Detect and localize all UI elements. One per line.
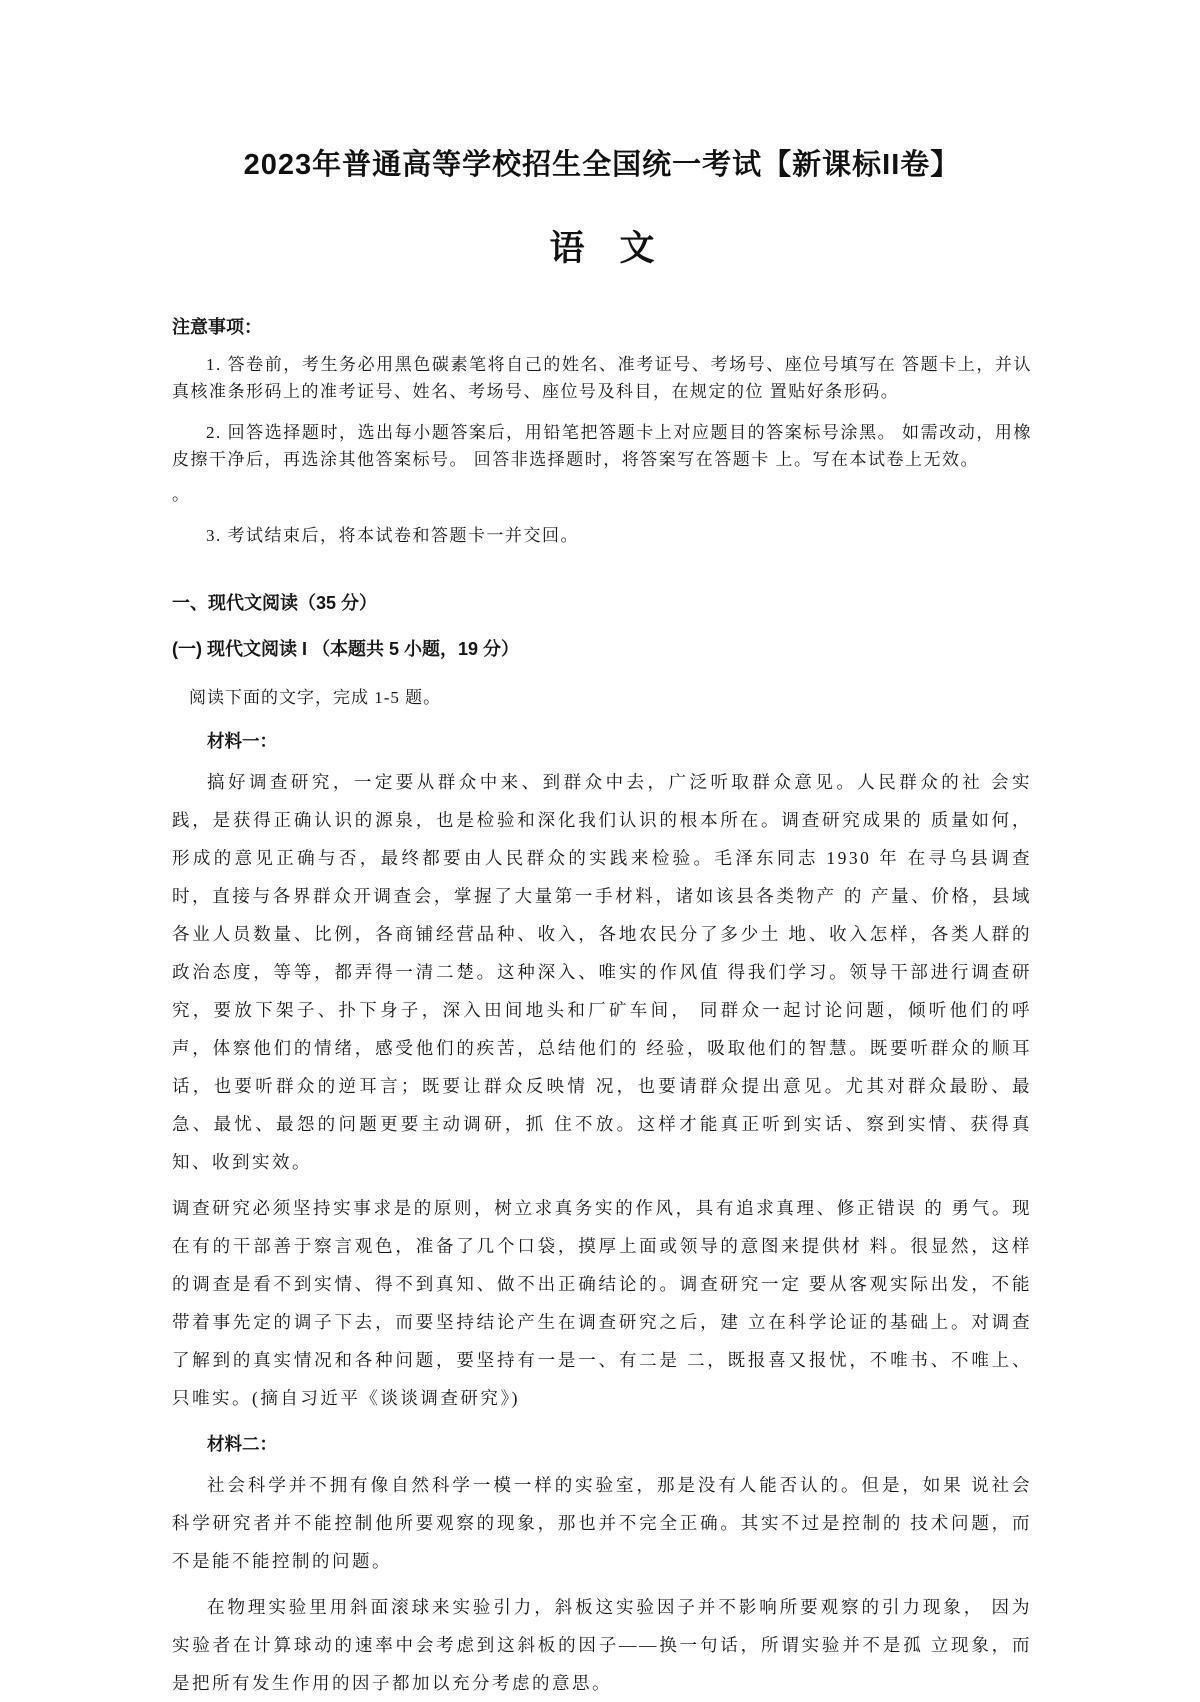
subject-title: 语 文 [549, 229, 655, 268]
reading-instruction: 阅读下面的文字，完成 1-5 题。 [189, 688, 442, 707]
subsection-heading-reading-1: (一) 现代文阅读 I （本题共 5 小题，19 分） [172, 639, 520, 659]
notice-item-1: 1. 答卷前，考生务必用黑色碳素笔将自己的姓名、准考证号、考场号、座位号填写在 答题卡上，并认真核准条形码上的准考证号、姓名、考场号、座位号及科目，在规定的位 置贴好条形码。 [172, 355, 1032, 401]
section-heading-modern-reading: 一、现代文阅读（35 分） [172, 593, 378, 613]
material-1-label: 材料一： [207, 731, 277, 751]
notice-item-2: 2. 回答选择题时，选出每小题答案后，用铅笔把答题卡上对应题目的答案标号涂黑。 如需改动，用橡皮擦干净后，再选涂其他答案标号。 回答非选择题时，将答案写在答题卡 上。写在本试卷上无效。 [172, 423, 1032, 469]
notice-item-3: 3. 考试结束后，将本试卷和答题卡一并交回。 [206, 526, 579, 545]
reading-section [172, 589, 1032, 1702]
notice-section [172, 313, 1032, 549]
notice-heading: 注意事项： [172, 317, 262, 337]
material-2-label: 材料二： [207, 1434, 277, 1454]
exam-title: 2023年普通高等学校招生全国统一考试【新课标II卷】 [243, 149, 961, 181]
material-2-paragraph-2: 在物理实验里用斜面滚球来实验引力，斜板这实验因子并不影响所要观察的引力现象， 因为实验者在计算球动的速率中会考虑到这斜板的因子——换一句话，所谓实验并不是孤 立现象，而是把所有发生作用的因子都加以充分考虑的意思。 [172, 1597, 1032, 1693]
material-2-paragraph-1: 社会科学并不拥有像自然科学一模一样的实验室，那是没有人能否认的。但是，如果 说社会科学研究者并不能控制他所要观察的现象，那也并不完全正确。其实不过是控制的 技术问题，而不是能不能控制的问题。 [172, 1475, 1032, 1571]
material-1-paragraph-1: 搞好调查研究，一定要从群众中来、到群众中去，广泛听取群众意见。人民群众的社 会实践，是获得正确认识的源泉，也是检验和深化我们认识的根本所在。调查研究成果的 质量如何，形成的意见正确与否，最终都要由人民群众的实践来检验。毛泽东同志 1930 年 在寻乌县调查时，直接与各界群众开调查会，掌握了大量第一手材料，诸如该县各类物产 的 产量、价格，县域各业人员数量、比例，各商铺经营品种、收入，各地农民分了多少土 地、收入怎样，各类人群的政治态度，等等，都弄得一清二楚。这种深入、唯实的作风值 得我们学习。领导干部进行调查研究，要放下架子、扑下身子，深入田间地头和厂矿车间， 同群众一起讨论问题，倾听他们的呼声，体察他们的情绪，感受他们的疾苦，总结他们的 经验，吸取他们的智慧。既要听群众的顺耳话，也要听群众的逆耳言；既要让群众反映情 况，也要请群众提出意见。尤其对群众最盼、最急、最忧、最怨的问题更要主动调研，抓 住不放。这样才能真正听到实话、察到实情、获得真知、收到实效。 [172, 772, 1032, 1172]
notice-item-2-continuation: 。 [172, 485, 191, 504]
material-1-paragraph-2: 调查研究必须坚持实事求是的原则，树立求真务实的作风，具有追求真理、修正错误 的 勇气。现在有的干部善于察言观色，准备了几个口袋，摸厚上面或领导的意图来提供材 料。很显然，这样的调查是看不到实情、得不到真知、做不出正确结论的。调查研究一定 要从客观实际出发，不能带着事先定的调子下去，而要坚持结论产生在调查研究之后，建 立在科学论证的基础上。对调查了解到的真实情况和各种问题，要坚持有一是一、有二是 二，既报喜又报忧，不唯书、不唯上、只唯实。(摘自习近平《谈谈调查研究》) [172, 1198, 1032, 1408]
